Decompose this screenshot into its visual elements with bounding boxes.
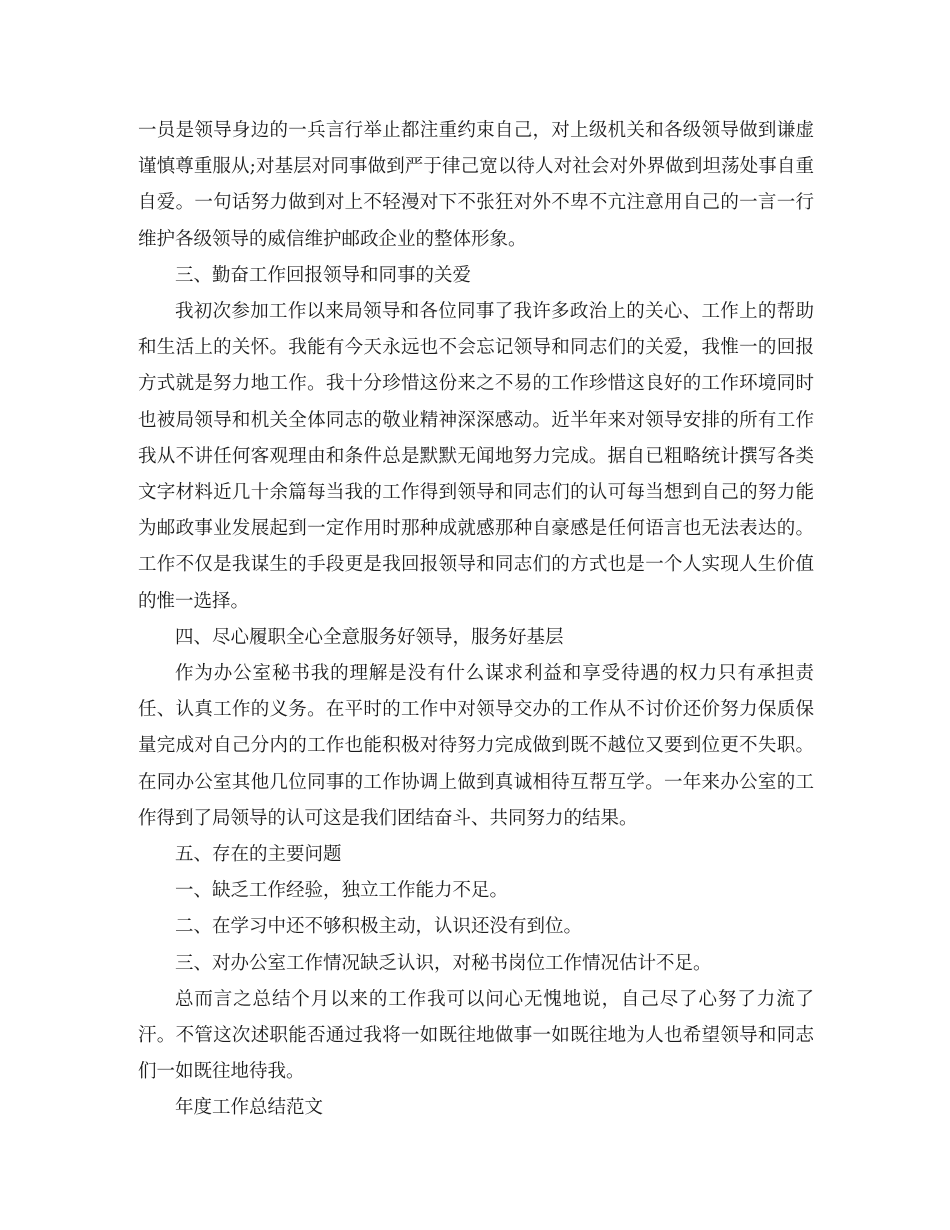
list-item: 三、对办公室工作情况缺乏认识，对秘书岗位工作情况估计不足。 [175,952,712,974]
document-body [138,113,814,1127]
list-item: 一、缺乏工作经验，独立工作能力不足。 [175,880,509,902]
paragraph: 我初次参加工作以来局领导和各位同事了我许多政治上的关心、工作上的帮助和生活上的关怀。我能有今天永远也不会忘记领导和同志们的关爱，我惟一的回报方式就是努力地工作。我十分珍惜这份来之不易的工作珍惜这良好的工作环境同时也被局领导和机关全体同志的敬业精神深深感动。近半年来对领导安排的所有工作我从不讲任何客观理由和条件总是默默无闻地努力完成。据自已粗略统计撰写各类文字材料近几十余篇每当我的工作得到领导和同志们的认可每当想到自己的努力能为邮政事业发展起到一定作用时那种成就感那种自豪感是任何语言也无法表达的。工作不仅是我谋生的手段更是我回报领导和同志们的方式也是一个人实现人生价值的惟一选择。 [138,301,814,612]
paragraph: 作为办公室秘书我的理解是没有什么谋求利益和享受待遇的权力只有承担责任、认真工作的义务。在平时的工作中对领导交办的工作从不讨价还价努力保质保量完成对自己分内的工作也能积极对待努力完成做到既不越位又要到位更不失职。在同办公室其他几位同事的工作协调上做到真诚相待互帮互学。一年来办公室的工作得到了局领导的认可这是我们团结奋斗、共同努力的结果。 [138,663,814,829]
list-item: 二、在学习中还不够积极主动，认识还没有到位。 [175,916,583,938]
section-heading-3: 三、勤奋工作回报领导和同事的关爱 [175,264,472,286]
paragraph-continuation: 一员是领导身边的一兵言行举止都注重约束自己，对上级机关和各级领导做到谦虚谨慎尊重服从;对基层对同事做到严于律己宽以待人对社会对外界做到坦荡处事自重自爱。一句话努力做到对上不轻漫对下不张狂对外不卑不亢注意用自己的一言一行维护各级领导的威信维护邮政企业的整体形象。 [138,120,814,250]
section-heading-5: 五、存在的主要问题 [175,844,342,866]
document-title-line: 年度工作总结范文 [175,1097,324,1119]
paragraph: 总而言之总结个月以来的工作我可以问心无愧地说，自己尽了心努了力流了汗。不管这次述职能否通过我将一如既往地做事一如既往地为人也希望领导和同志们一如既往地待我。 [138,988,814,1083]
section-heading-4: 四、尽心履职全心全意服务好领导，服务好基层 [175,626,564,648]
